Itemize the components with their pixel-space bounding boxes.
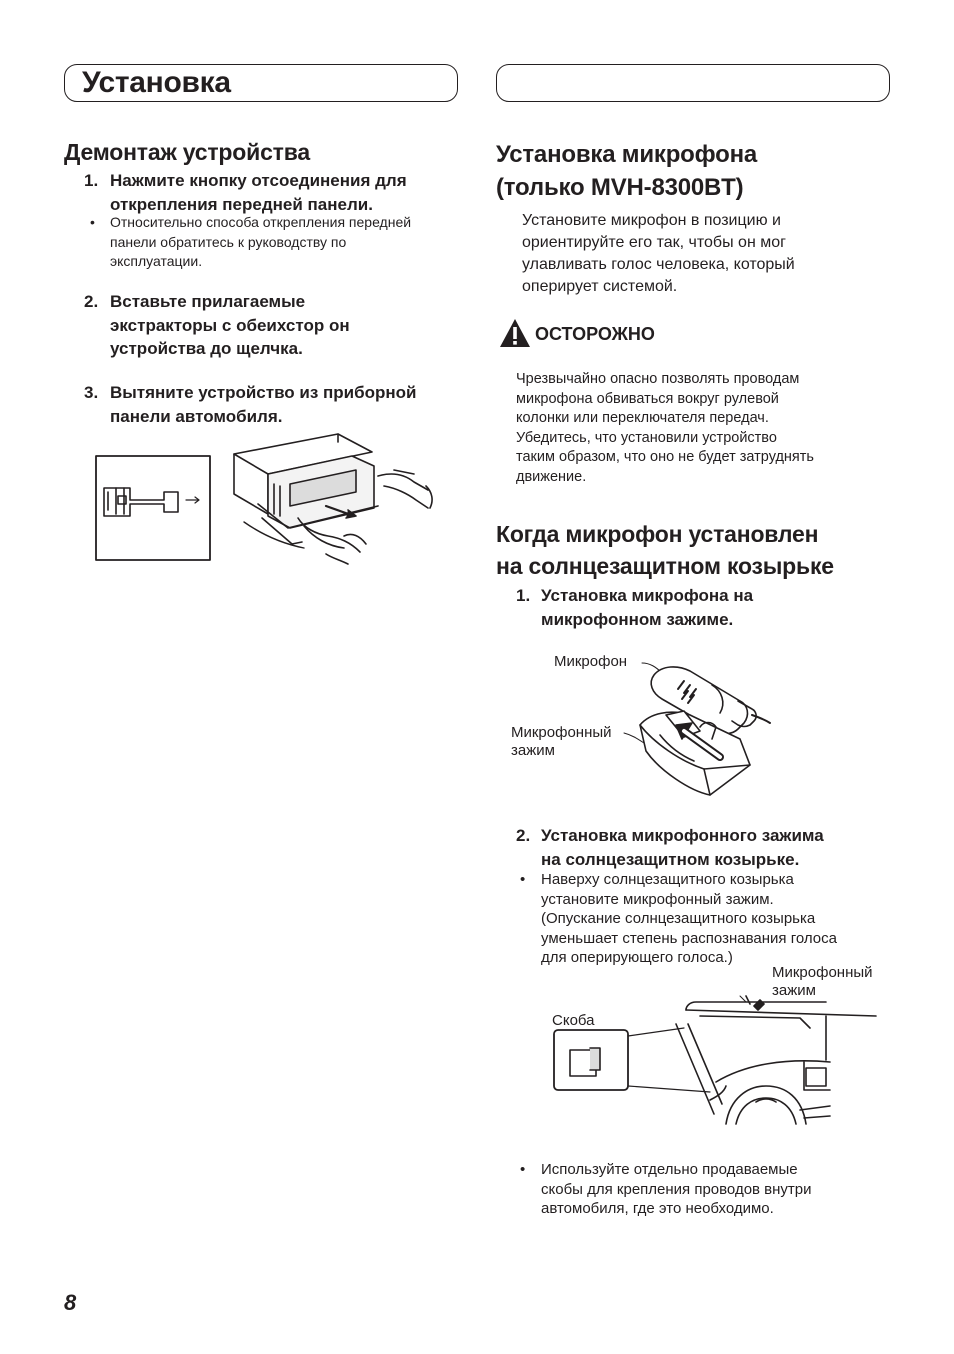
caution-line: таким образом, что оно не будет затруднять [516,449,814,465]
step-text-line: Вставьте прилагаемые [110,292,306,311]
note-line: Относительно способа открепления передней [110,214,412,230]
step-text-line: Установка микрофона на [541,586,754,605]
fig2-bracket-label: Скоба [552,1012,595,1029]
heading-line: Установка микрофона [496,141,758,168]
step-number: 1. [516,586,531,605]
intro-line: оперирует системой. [522,278,678,295]
intro-line: Установите микрофон в позицию и [522,212,781,229]
note-line: автомобиля, где это необходимо. [541,1200,774,1217]
removal-step-3 [84,381,464,428]
removal-step-2 [84,290,464,361]
label-line: зажим [772,982,816,999]
warning-icon [499,318,531,348]
removal-heading: Демонтаж устройства [64,139,310,165]
removal-note [90,213,470,272]
intro-line: ориентируйте его так, чтобы он мог [522,234,786,251]
sun-visor-heading [496,518,834,582]
caution-line: Чрезвычайно опасно позволять проводам [516,371,800,387]
step-text-line: открепления передней панели. [110,194,373,214]
note-line: для оперирующего голоса.) [541,949,733,966]
bullet-dot: • [90,214,95,230]
note-line: уменьшает степень распознавания голоса [541,929,837,947]
section-tab-right [496,64,890,102]
caution-line: микрофона обвиваться вокруг рулевой [516,390,779,407]
caution-text [516,370,888,487]
note-line: панели обратитесь к руководству по [110,233,347,250]
step-text-line: экстракторы с обеихстор он [110,315,350,335]
step-number: 3. [84,383,99,402]
fig1-mic-label: Микрофон [554,653,628,670]
step-text-line: Установка микрофонного зажима [541,826,824,845]
note-line: Наверху солнцезащитного козырька [541,871,794,888]
note-line: (Опускание солнцезащитного козырька [541,910,816,927]
note-line: Используйте отдельно продаваемые [541,1161,798,1178]
step-text-line: устройства до щелчка. [110,339,303,358]
label-line: Микрофонный [772,964,873,981]
fig1-clip-label [511,724,612,760]
step-text-line: Вытяните устройство из приборной [110,383,417,402]
bullet-dot: • [520,1161,526,1178]
removal-step-1 [84,169,464,216]
note-line: эксплуатации. [110,253,203,269]
visor-step-1 [516,584,886,631]
visor-note-1 [520,870,890,968]
caution-line: Убедитесь, что установили устройство [516,429,777,446]
page-number: 8 [64,1290,77,1315]
heading-line: (только MVH-8300BT) [496,174,744,201]
visor-note-2 [520,1160,890,1219]
mic-install-heading [496,138,757,204]
heading-line: Когда микрофон установлен [496,521,819,547]
note-line: установите микрофонный зажим. [541,890,774,908]
step-number: 1. [84,171,99,190]
mic-intro [522,210,882,298]
intro-line: улавливать голос человека, который [522,256,795,273]
caution-line: колонки или переключателя передач. [516,410,769,426]
step-text-line: на солнцезащитном козырьке. [541,849,800,869]
removal-illustration [94,426,444,566]
step-text-line: панели автомобиля. [110,406,283,426]
mic-clip-illustration [620,655,770,800]
bullet-dot: • [520,871,526,888]
caution-line: движение. [516,468,587,485]
label-line: Микрофонный [511,724,612,741]
visor-step-2 [516,824,896,871]
step-number: 2. [84,292,99,311]
caution-label: ОСТОРОЖНО [535,324,655,344]
step-text-line: микрофонном зажиме. [541,609,734,629]
label-line: зажим [511,742,555,759]
section-title: Установка [82,66,231,99]
car-interior-illustration [550,990,830,1124]
step-number: 2. [516,826,531,845]
step-text-line: Нажмите кнопку отсоединения для [110,171,407,190]
heading-line: на солнцезащитном козырьке [496,553,834,579]
note-line: скобы для крепления проводов внутри [541,1180,812,1198]
